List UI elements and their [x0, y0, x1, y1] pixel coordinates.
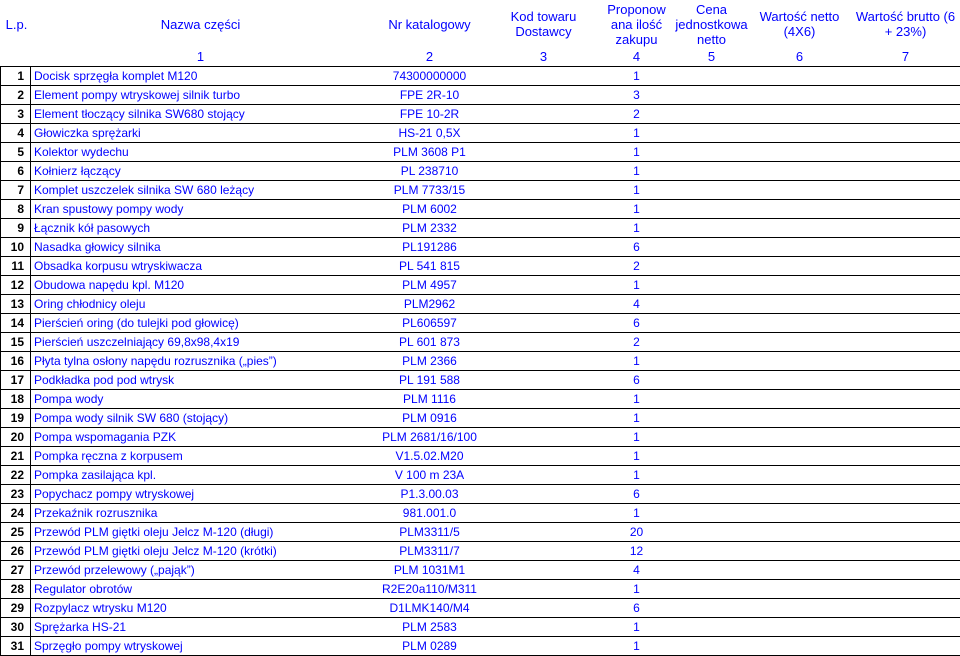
unit-price-cell — [675, 314, 749, 333]
unit-price-cell — [675, 238, 749, 257]
table-row — [1, 276, 960, 295]
catalog-number: P1.3.00.03 — [371, 485, 489, 504]
header-row — [1, 0, 960, 48]
net-value-cell — [749, 390, 851, 409]
part-name: Rozpylacz wtrysku M120 — [31, 599, 371, 618]
supplier-code-cell — [489, 504, 599, 523]
unit-price-cell — [675, 371, 749, 390]
unit-price-cell — [675, 409, 749, 428]
table-row — [1, 257, 960, 276]
table-row — [1, 124, 960, 143]
supplier-code-cell — [489, 466, 599, 485]
unit-price-cell — [675, 447, 749, 466]
table-row — [1, 523, 960, 542]
net-value-cell — [749, 86, 851, 105]
net-value-cell — [749, 466, 851, 485]
proposed-qty: 6 — [599, 599, 675, 618]
proposed-qty: 1 — [599, 200, 675, 219]
gross-value-cell — [851, 580, 960, 599]
gross-value-cell — [851, 200, 960, 219]
proposed-qty: 20 — [599, 523, 675, 542]
row-number: 28 — [1, 580, 31, 599]
unit-price-cell — [675, 485, 749, 504]
catalog-number: R2E20a110/M311 — [371, 580, 489, 599]
gross-value-cell — [851, 599, 960, 618]
part-name: Popychacz pompy wtryskowej — [31, 485, 371, 504]
unit-price-cell — [675, 162, 749, 181]
table-row — [1, 618, 960, 637]
row-number: 13 — [1, 295, 31, 314]
unit-price-cell — [675, 428, 749, 447]
part-name: Łącznik kół pasowych — [31, 219, 371, 238]
unit-price-cell — [675, 143, 749, 162]
proposed-qty: 1 — [599, 276, 675, 295]
proposed-qty: 6 — [599, 238, 675, 257]
table-row — [1, 295, 960, 314]
unit-price-cell — [675, 618, 749, 637]
row-number: 30 — [1, 618, 31, 637]
net-value-cell — [749, 219, 851, 238]
proposed-qty: 6 — [599, 371, 675, 390]
net-value-cell — [749, 295, 851, 314]
catalog-number: V1.5.02.M20 — [371, 447, 489, 466]
proposed-qty: 1 — [599, 466, 675, 485]
row-number: 7 — [1, 181, 31, 200]
row-number: 14 — [1, 314, 31, 333]
unit-price-cell — [675, 390, 749, 409]
catalog-number: PLM 0916 — [371, 409, 489, 428]
catalog-number: PLM 4957 — [371, 276, 489, 295]
column-number: 5 — [675, 48, 749, 67]
net-value-cell — [749, 409, 851, 428]
table-row — [1, 219, 960, 238]
catalog-number: PLM 0289 — [371, 637, 489, 656]
supplier-code-cell — [489, 447, 599, 466]
unit-price-cell — [675, 542, 749, 561]
proposed-qty: 4 — [599, 295, 675, 314]
table-row — [1, 143, 960, 162]
unit-price-cell — [675, 67, 749, 86]
catalog-number: V 100 m 23A — [371, 466, 489, 485]
unit-price-cell — [675, 599, 749, 618]
row-number: 15 — [1, 333, 31, 352]
part-name: Pompa wspomagania PZK — [31, 428, 371, 447]
catalog-number: PL 238710 — [371, 162, 489, 181]
column-number: 1 — [31, 48, 371, 67]
table-row — [1, 86, 960, 105]
row-number: 12 — [1, 276, 31, 295]
column-number: 4 — [599, 48, 675, 67]
row-number: 25 — [1, 523, 31, 542]
net-value-cell — [749, 333, 851, 352]
supplier-code-cell — [489, 561, 599, 580]
row-number: 8 — [1, 200, 31, 219]
part-name: Przewód przelewowy („pająk”) — [31, 561, 371, 580]
supplier-code-cell — [489, 618, 599, 637]
supplier-code-cell — [489, 542, 599, 561]
table-row — [1, 162, 960, 181]
net-value-cell — [749, 238, 851, 257]
row-number: 17 — [1, 371, 31, 390]
proposed-qty: 4 — [599, 561, 675, 580]
table-row — [1, 485, 960, 504]
unit-price-cell — [675, 124, 749, 143]
catalog-number: PLM 2332 — [371, 219, 489, 238]
supplier-code-cell — [489, 295, 599, 314]
catalog-number: PL606597 — [371, 314, 489, 333]
catalog-number: PLM 2366 — [371, 352, 489, 371]
gross-value-cell — [851, 561, 960, 580]
header-gross-value: Wartość brutto (6 + 23%) — [851, 0, 960, 48]
supplier-code-cell — [489, 333, 599, 352]
column-number: 6 — [749, 48, 851, 67]
proposed-qty: 1 — [599, 580, 675, 599]
unit-price-cell — [675, 200, 749, 219]
part-name: Pompa wody — [31, 390, 371, 409]
supplier-code-cell — [489, 181, 599, 200]
table-row — [1, 409, 960, 428]
net-value-cell — [749, 257, 851, 276]
part-name: Kran spustowy pompy wody — [31, 200, 371, 219]
unit-price-cell — [675, 257, 749, 276]
part-name: Element pompy wtryskowej silnik turbo — [31, 86, 371, 105]
row-number: 19 — [1, 409, 31, 428]
catalog-number: HS-21 0,5X — [371, 124, 489, 143]
header-supplier-code: Kod towaru Dostawcy — [489, 0, 599, 48]
gross-value-cell — [851, 124, 960, 143]
column-number: 2 — [371, 48, 489, 67]
supplier-code-cell — [489, 523, 599, 542]
proposed-qty: 1 — [599, 143, 675, 162]
part-name: Obudowa napędu kpl. M120 — [31, 276, 371, 295]
proposed-qty: 1 — [599, 162, 675, 181]
supplier-code-cell — [489, 371, 599, 390]
supplier-code-cell — [489, 390, 599, 409]
supplier-code-cell — [489, 200, 599, 219]
unit-price-cell — [675, 523, 749, 542]
table-row — [1, 105, 960, 124]
table-row — [1, 371, 960, 390]
supplier-code-cell — [489, 485, 599, 504]
catalog-number: PL 601 873 — [371, 333, 489, 352]
supplier-code-cell — [489, 162, 599, 181]
net-value-cell — [749, 352, 851, 371]
catalog-number: FPE 2R-10 — [371, 86, 489, 105]
supplier-code-cell — [489, 67, 599, 86]
table-row — [1, 504, 960, 523]
part-name: Regulator obrotów — [31, 580, 371, 599]
supplier-code-cell — [489, 580, 599, 599]
net-value-cell — [749, 561, 851, 580]
proposed-qty: 2 — [599, 333, 675, 352]
table-row — [1, 542, 960, 561]
net-value-cell — [749, 542, 851, 561]
unit-price-cell — [675, 333, 749, 352]
catalog-number: PLM 2583 — [371, 618, 489, 637]
part-name: Głowiczka sprężarki — [31, 124, 371, 143]
net-value-cell — [749, 67, 851, 86]
part-name: Kolektor wydechu — [31, 143, 371, 162]
row-number: 1 — [1, 67, 31, 86]
net-value-cell — [749, 200, 851, 219]
supplier-code-cell — [489, 637, 599, 656]
catalog-number: PLM 2681/16/100 — [371, 428, 489, 447]
table-row — [1, 637, 960, 656]
row-number: 24 — [1, 504, 31, 523]
net-value-cell — [749, 485, 851, 504]
gross-value-cell — [851, 314, 960, 333]
unit-price-cell — [675, 105, 749, 124]
supplier-code-cell — [489, 409, 599, 428]
catalog-number: FPE 10-2R — [371, 105, 489, 124]
table-row — [1, 67, 960, 86]
gross-value-cell — [851, 390, 960, 409]
net-value-cell — [749, 276, 851, 295]
part-name: Docisk sprzęgła komplet M120 — [31, 67, 371, 86]
net-value-cell — [749, 580, 851, 599]
part-name: Pierścień uszczelniający 69,8x98,4x19 — [31, 333, 371, 352]
part-name: Pompa wody silnik SW 680 (stojący) — [31, 409, 371, 428]
proposed-qty: 1 — [599, 637, 675, 656]
proposed-qty: 1 — [599, 352, 675, 371]
table-row — [1, 428, 960, 447]
gross-value-cell — [851, 105, 960, 124]
part-name: Przewód PLM giętki oleju Jelcz M-120 (długi) — [31, 523, 371, 542]
part-name: Pompka ręczna z korpusem — [31, 447, 371, 466]
gross-value-cell — [851, 295, 960, 314]
proposed-qty: 6 — [599, 485, 675, 504]
unit-price-cell — [675, 295, 749, 314]
supplier-code-cell — [489, 86, 599, 105]
catalog-number: PLM 7733/15 — [371, 181, 489, 200]
header-unit-price: Cena jednostkowa netto — [675, 0, 749, 48]
part-name: Przewód PLM giętki oleju Jelcz M-120 (krótki) — [31, 542, 371, 561]
gross-value-cell — [851, 428, 960, 447]
gross-value-cell — [851, 409, 960, 428]
table-row — [1, 333, 960, 352]
column-number: 7 — [851, 48, 960, 67]
header-lp: L.p. — [1, 0, 31, 48]
catalog-number: PLM 1116 — [371, 390, 489, 409]
part-name: Sprzęgło pompy wtryskowej — [31, 637, 371, 656]
supplier-code-cell — [489, 257, 599, 276]
catalog-number: PLM2962 — [371, 295, 489, 314]
net-value-cell — [749, 504, 851, 523]
column-number: 3 — [489, 48, 599, 67]
proposed-qty: 6 — [599, 314, 675, 333]
row-number: 11 — [1, 257, 31, 276]
part-name: Podkładka pod pod wtrysk — [31, 371, 371, 390]
proposed-qty: 1 — [599, 67, 675, 86]
net-value-cell — [749, 523, 851, 542]
column-number-row — [1, 48, 960, 67]
table-row — [1, 352, 960, 371]
proposed-qty: 3 — [599, 86, 675, 105]
gross-value-cell — [851, 276, 960, 295]
net-value-cell — [749, 181, 851, 200]
unit-price-cell — [675, 352, 749, 371]
catalog-number: 74300000000 — [371, 67, 489, 86]
row-number: 9 — [1, 219, 31, 238]
row-number: 27 — [1, 561, 31, 580]
gross-value-cell — [851, 371, 960, 390]
gross-value-cell — [851, 542, 960, 561]
supplier-code-cell — [489, 143, 599, 162]
supplier-code-cell — [489, 428, 599, 447]
proposed-qty: 1 — [599, 409, 675, 428]
part-name: Element tłoczący silnika SW680 stojący — [31, 105, 371, 124]
table-row — [1, 238, 960, 257]
unit-price-cell — [675, 276, 749, 295]
row-number: 22 — [1, 466, 31, 485]
net-value-cell — [749, 371, 851, 390]
gross-value-cell — [851, 219, 960, 238]
net-value-cell — [749, 428, 851, 447]
unit-price-cell — [675, 86, 749, 105]
catalog-number: D1LMK140/M4 — [371, 599, 489, 618]
header-proposed-qty: Proponow ana ilość zakupu — [599, 0, 675, 48]
supplier-code-cell — [489, 219, 599, 238]
catalog-number: 981.001.0 — [371, 504, 489, 523]
part-name: Oring chłodnicy oleju — [31, 295, 371, 314]
proposed-qty: 1 — [599, 219, 675, 238]
gross-value-cell — [851, 143, 960, 162]
table-row — [1, 599, 960, 618]
row-number: 16 — [1, 352, 31, 371]
proposed-qty: 1 — [599, 124, 675, 143]
row-number: 18 — [1, 390, 31, 409]
part-name: Sprężarka HS-21 — [31, 618, 371, 637]
table-row — [1, 181, 960, 200]
supplier-code-cell — [489, 105, 599, 124]
supplier-code-cell — [489, 352, 599, 371]
row-number: 31 — [1, 637, 31, 656]
unit-price-cell — [675, 637, 749, 656]
proposed-qty: 1 — [599, 618, 675, 637]
gross-value-cell — [851, 618, 960, 637]
supplier-code-cell — [489, 276, 599, 295]
net-value-cell — [749, 143, 851, 162]
catalog-number: PLM 6002 — [371, 200, 489, 219]
gross-value-cell — [851, 162, 960, 181]
table-row — [1, 466, 960, 485]
part-name: Komplet uszczelek silnika SW 680 leżący — [31, 181, 371, 200]
table-row — [1, 580, 960, 599]
gross-value-cell — [851, 181, 960, 200]
row-number: 6 — [1, 162, 31, 181]
proposed-qty: 1 — [599, 447, 675, 466]
net-value-cell — [749, 637, 851, 656]
gross-value-cell — [851, 504, 960, 523]
unit-price-cell — [675, 561, 749, 580]
proposed-qty: 1 — [599, 428, 675, 447]
row-number: 10 — [1, 238, 31, 257]
header-name: Nazwa części — [31, 0, 371, 48]
table-row — [1, 200, 960, 219]
supplier-code-cell — [489, 238, 599, 257]
catalog-number: PLM3311/7 — [371, 542, 489, 561]
part-name: Pierścień oring (do tulejki pod głowicę) — [31, 314, 371, 333]
part-name: Płyta tylna osłony napędu rozrusznika („pies”) — [31, 352, 371, 371]
proposed-qty: 1 — [599, 181, 675, 200]
part-name: Nasadka głowicy silnika — [31, 238, 371, 257]
part-name: Przekaźnik rozrusznika — [31, 504, 371, 523]
net-value-cell — [749, 447, 851, 466]
unit-price-cell — [675, 219, 749, 238]
row-number: 26 — [1, 542, 31, 561]
part-name: Obsadka korpusu wtryskiwacza — [31, 257, 371, 276]
gross-value-cell — [851, 523, 960, 542]
catalog-number: PL191286 — [371, 238, 489, 257]
unit-price-cell — [675, 504, 749, 523]
part-name: Kołnierz łączący — [31, 162, 371, 181]
part-name: Pompka zasilająca kpl. — [31, 466, 371, 485]
catalog-number: PLM 3608 P1 — [371, 143, 489, 162]
row-number: 2 — [1, 86, 31, 105]
gross-value-cell — [851, 86, 960, 105]
gross-value-cell — [851, 67, 960, 86]
supplier-code-cell — [489, 599, 599, 618]
catalog-number: PL 191 588 — [371, 371, 489, 390]
catalog-number: PLM3311/5 — [371, 523, 489, 542]
row-number: 23 — [1, 485, 31, 504]
net-value-cell — [749, 618, 851, 637]
unit-price-cell — [675, 181, 749, 200]
header-catalog: Nr katalogowy — [371, 0, 489, 48]
table-row — [1, 561, 960, 580]
gross-value-cell — [851, 485, 960, 504]
gross-value-cell — [851, 466, 960, 485]
row-number: 4 — [1, 124, 31, 143]
net-value-cell — [749, 162, 851, 181]
unit-price-cell — [675, 466, 749, 485]
net-value-cell — [749, 105, 851, 124]
table-row — [1, 314, 960, 333]
net-value-cell — [749, 599, 851, 618]
net-value-cell — [749, 314, 851, 333]
row-number: 21 — [1, 447, 31, 466]
table-row — [1, 447, 960, 466]
row-number: 20 — [1, 428, 31, 447]
proposed-qty: 12 — [599, 542, 675, 561]
header-net-value: Wartość netto (4X6) — [749, 0, 851, 48]
supplier-code-cell — [489, 314, 599, 333]
unit-price-cell — [675, 580, 749, 599]
proposed-qty: 2 — [599, 105, 675, 124]
row-number: 3 — [1, 105, 31, 124]
row-number: 5 — [1, 143, 31, 162]
proposed-qty: 1 — [599, 504, 675, 523]
proposed-qty: 1 — [599, 390, 675, 409]
supplier-code-cell — [489, 124, 599, 143]
gross-value-cell — [851, 238, 960, 257]
gross-value-cell — [851, 257, 960, 276]
gross-value-cell — [851, 447, 960, 466]
catalog-number: PLM 1031M1 — [371, 561, 489, 580]
gross-value-cell — [851, 637, 960, 656]
catalog-number: PL 541 815 — [371, 257, 489, 276]
net-value-cell — [749, 124, 851, 143]
gross-value-cell — [851, 333, 960, 352]
table-row — [1, 390, 960, 409]
proposed-qty: 2 — [599, 257, 675, 276]
row-number: 29 — [1, 599, 31, 618]
gross-value-cell — [851, 352, 960, 371]
column-number-blank — [1, 48, 31, 67]
